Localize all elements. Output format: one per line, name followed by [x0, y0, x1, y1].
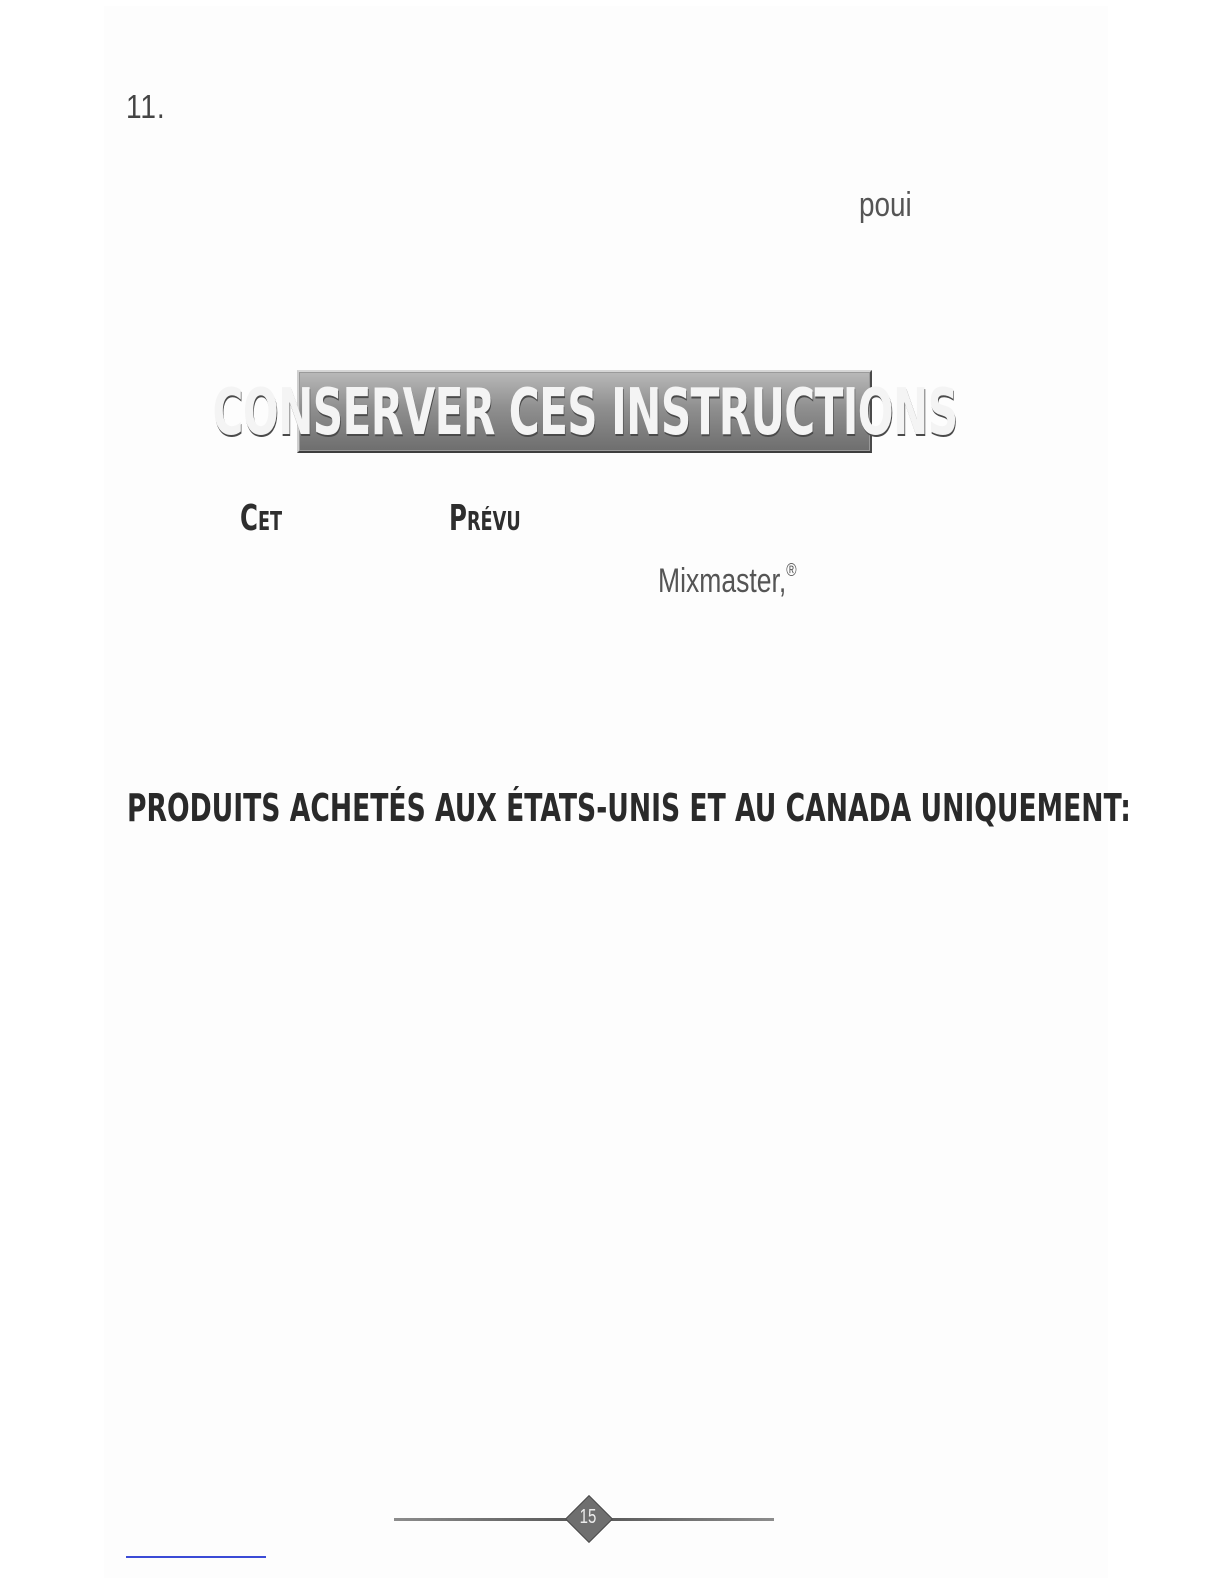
registered-mark-icon: ® [786, 560, 797, 580]
footer-rule-right [602, 1518, 774, 1521]
smallcaps-cet-initial: C [240, 498, 258, 539]
item-number: 11. [126, 88, 166, 125]
products-heading: PRODUITS ACHETÉS AUX ÉTATS-UNIS ET AU CANADA UNIQUEMENT: [127, 786, 1131, 830]
page-number: 15 [579, 1506, 597, 1528]
conserver-instructions-banner [212, 370, 957, 453]
text-fragment-poui: poui [859, 186, 912, 224]
page-number-badge [566, 1496, 610, 1540]
smallcaps-word-cet [240, 498, 282, 539]
footer-rule-left [394, 1518, 570, 1521]
bottom-link-underline[interactable] [126, 1556, 266, 1558]
smallcaps-word-prevu [449, 498, 521, 539]
brand-mixmaster [658, 562, 797, 601]
smallcaps-prevu-rest: RÉVU [466, 507, 521, 537]
brand-word: Mixmaster, [658, 562, 787, 600]
banner-title: CONSERVER CES INSTRUCTIONS [212, 376, 957, 450]
smallcaps-cet-rest: ET [257, 507, 283, 537]
smallcaps-prevu-initial: P [449, 498, 467, 539]
